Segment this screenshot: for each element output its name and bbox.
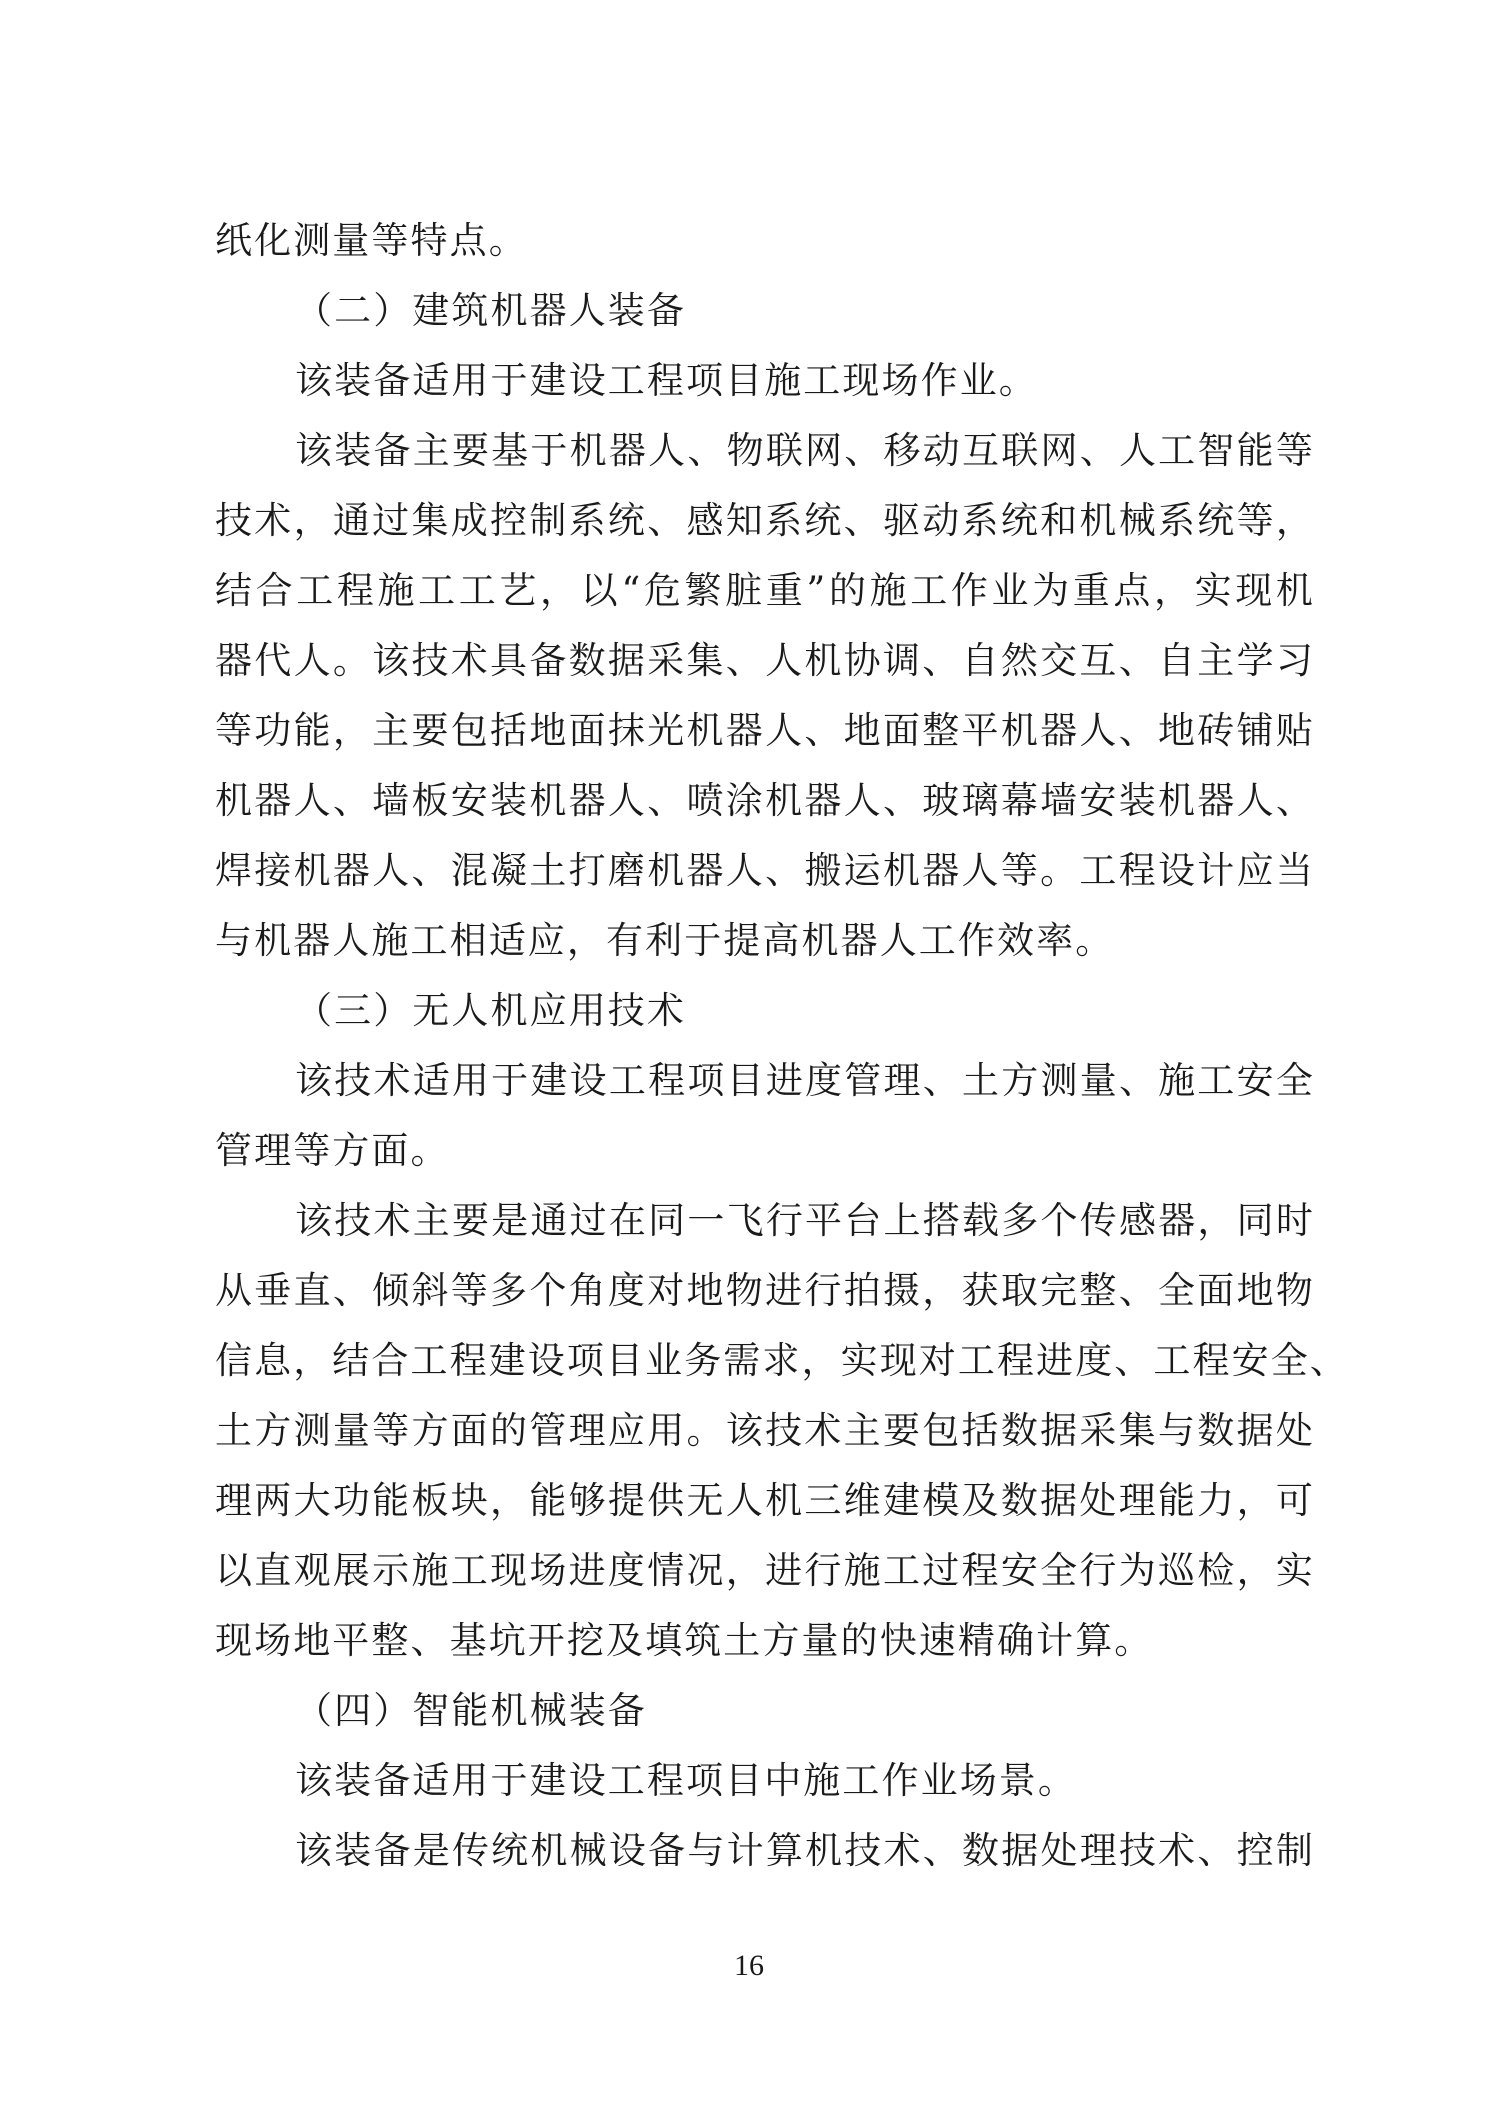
paragraph-line: 理两大功能板块，能够提供无人机三维建模及数据处理能力，可 [215,1479,1315,1522]
section-heading-4: （四）智能机械装备 [295,1689,647,1732]
section-heading-3: （三）无人机应用技术 [295,989,686,1032]
paragraph-line: 管理等方面。 [215,1129,450,1172]
section-heading-2: （二）建筑机器人装备 [295,289,686,332]
paragraph-line: 纸化测量等特点。 [215,219,528,262]
paragraph-line: 该装备适用于建设工程项目中施工作业场景。 [295,1759,1077,1802]
paragraph-line: 机器人、墙板安装机器人、喷涂机器人、玻璃幕墙安装机器人、 [215,779,1315,822]
paragraph-line: 与机器人施工相适应，有利于提高机器人工作效率。 [215,919,1115,962]
paragraph-line: 土方测量等方面的管理应用。该技术主要包括数据采集与数据处 [215,1409,1315,1452]
paragraph-line: 该技术主要是通过在同一飞行平台上搭载多个传感器，同时 [295,1199,1315,1242]
paragraph-line: 等功能，主要包括地面抹光机器人、地面整平机器人、地砖铺贴 [215,709,1315,752]
paragraph-line: 该技术适用于建设工程项目进度管理、土方测量、施工安全 [295,1059,1315,1102]
paragraph-line: 该装备是传统机械设备与计算机技术、数据处理技术、控制 [295,1829,1315,1872]
paragraph-line: 结合工程施工工艺，以“危繁脏重”的施工作业为重点，实现机 [215,569,1315,612]
paragraph-line: 从垂直、倾斜等多个角度对地物进行拍摄，获取完整、全面地物 [215,1269,1315,1312]
paragraph-line: 该装备适用于建设工程项目施工现场作业。 [295,359,1038,402]
paragraph-line: 技术，通过集成控制系统、感知系统、驱动系统和机械系统等， [215,499,1315,542]
paragraph-line: 信息，结合工程建设项目业务需求，实现对工程进度、工程安全、 [215,1339,1349,1382]
paragraph-line: 该装备主要基于机器人、物联网、移动互联网、人工智能等 [295,429,1315,472]
paragraph-line: 焊接机器人、混凝土打磨机器人、搬运机器人等。工程设计应当 [215,849,1315,892]
page-number: 16 [734,1949,764,1982]
paragraph-line: 器代人。该技术具备数据采集、人机协调、自然交互、自主学习 [215,639,1315,682]
paragraph-line: 现场地平整、基坑开挖及填筑土方量的快速精确计算。 [215,1619,1154,1662]
paragraph-line: 以直观展示施工现场进度情况，进行施工过程安全行为巡检，实 [215,1549,1315,1592]
